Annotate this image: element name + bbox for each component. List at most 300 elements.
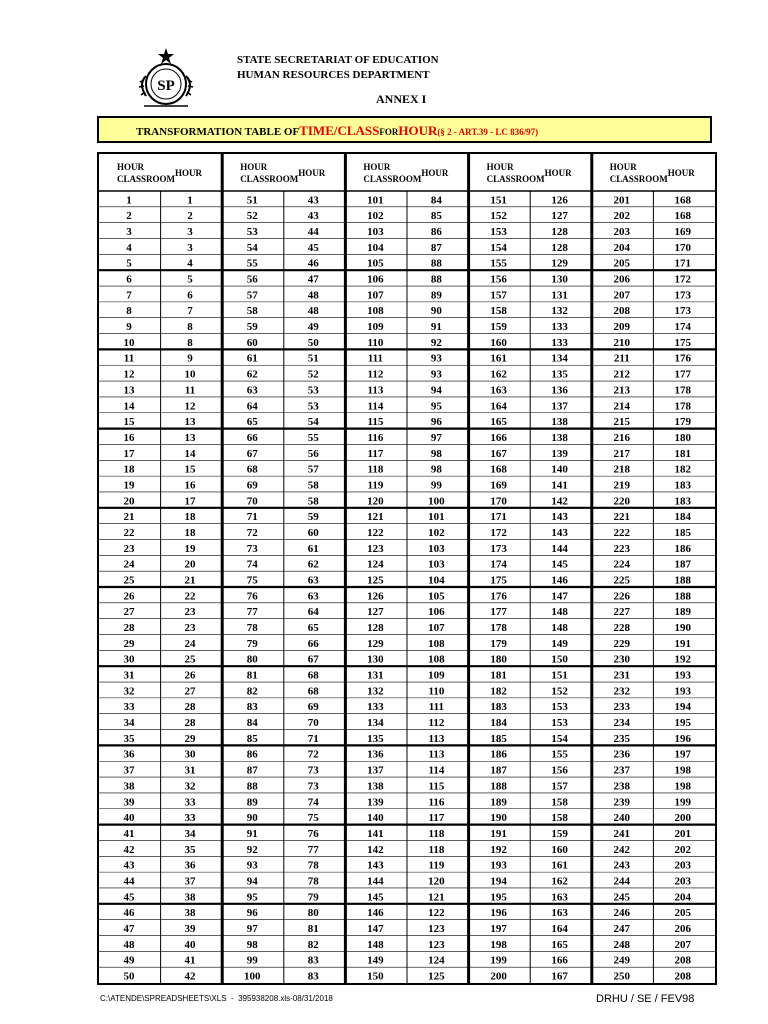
cell-classroom-value: 61 — [246, 352, 258, 365]
cell-classroom-value: 79 — [246, 637, 258, 650]
cell-classroom-value: 77 — [246, 606, 258, 619]
column-header-classroom: CLASSROOM — [609, 174, 668, 184]
cell-hour-value: 146 — [551, 574, 568, 587]
cell-hour-value: 56 — [307, 447, 319, 460]
cell-hour-value: 108 — [428, 653, 445, 666]
cell-hour-value: 23 — [184, 606, 196, 619]
cell-classroom-value: 153 — [490, 226, 507, 239]
cell-classroom-value: 146 — [367, 907, 384, 920]
cell-classroom-value: 233 — [613, 701, 631, 714]
cell-hour-value: 11 — [184, 384, 196, 397]
cell-classroom-value: 147 — [367, 922, 384, 935]
cell-hour-value: 140 — [551, 463, 568, 476]
cell-classroom-value: 232 — [613, 685, 631, 698]
cell-classroom-value: 193 — [490, 859, 507, 872]
cell-classroom-value: 26 — [123, 590, 135, 603]
cell-classroom-value: 187 — [490, 764, 507, 777]
cell-classroom-value: 199 — [490, 954, 507, 967]
cell-hour-value: 90 — [430, 305, 442, 318]
cell-hour-value: 121 — [428, 891, 445, 904]
cell-hour-value: 15 — [184, 463, 196, 476]
cell-hour-value: 35 — [184, 843, 196, 856]
cell-hour-value: 162 — [551, 875, 568, 888]
cell-hour-value: 25 — [184, 653, 196, 666]
cell-classroom-value: 41 — [123, 827, 135, 840]
cell-classroom-value: 168 — [490, 463, 507, 476]
cell-classroom-value: 9 — [126, 321, 132, 334]
cell-classroom-value: 172 — [490, 526, 507, 539]
cell-classroom-value: 97 — [246, 922, 258, 935]
cell-classroom-value: 217 — [613, 447, 631, 460]
cell-hour-value: 37 — [184, 875, 196, 888]
cell-hour-value: 21 — [184, 574, 196, 587]
cell-hour-value: 133 — [551, 336, 568, 349]
cell-classroom-value: 191 — [490, 827, 507, 840]
cell-classroom-value: 99 — [246, 954, 258, 967]
cell-classroom-value: 2 — [126, 210, 132, 223]
cell-hour-value: 3 — [187, 241, 193, 254]
cell-classroom-value: 240 — [613, 812, 631, 825]
cell-hour-value: 138 — [551, 431, 568, 444]
cell-hour-value: 38 — [184, 891, 196, 904]
cell-classroom-value: 109 — [367, 321, 384, 334]
cell-classroom-value: 58 — [246, 305, 258, 318]
cell-hour-value: 154 — [551, 732, 568, 745]
cell-classroom-value: 245 — [613, 891, 631, 904]
cell-hour-value: 20 — [184, 558, 196, 571]
cell-classroom-value: 76 — [246, 590, 258, 603]
cell-classroom-value: 35 — [123, 732, 135, 745]
cell-classroom-value: 175 — [490, 574, 507, 587]
cell-classroom-value: 157 — [490, 289, 507, 302]
cell-hour-value: 12 — [184, 400, 196, 413]
cell-hour-value: 168 — [674, 194, 692, 207]
cell-classroom-value: 202 — [613, 210, 631, 223]
cell-hour-value: 82 — [307, 938, 319, 951]
cell-classroom-value: 89 — [246, 796, 258, 809]
cell-classroom-value: 44 — [123, 875, 135, 888]
cell-hour-value: 112 — [428, 717, 445, 730]
cell-hour-value: 67 — [307, 653, 319, 666]
cell-hour-value: 198 — [674, 764, 692, 777]
cell-classroom-value: 74 — [246, 558, 258, 571]
cell-hour-value: 130 — [551, 273, 568, 286]
cell-classroom-value: 214 — [613, 400, 631, 413]
cell-classroom-value: 39 — [123, 796, 135, 809]
cell-classroom-value: 140 — [367, 812, 384, 825]
cell-hour-value: 123 — [428, 938, 445, 951]
cell-classroom-value: 151 — [490, 194, 507, 207]
cell-classroom-value: 91 — [246, 827, 258, 840]
cell-hour-value: 183 — [674, 479, 692, 492]
cell-classroom-value: 220 — [613, 495, 631, 508]
cell-classroom-value: 8 — [126, 305, 132, 318]
cell-hour-value: 150 — [551, 653, 568, 666]
cell-classroom-value: 45 — [123, 891, 135, 904]
cell-hour-value: 44 — [307, 226, 319, 239]
cell-classroom-value: 134 — [367, 717, 384, 730]
cell-hour-value: 127 — [551, 210, 568, 223]
cell-classroom-value: 24 — [123, 558, 135, 571]
cell-hour-value: 83 — [307, 970, 319, 983]
cell-hour-value: 192 — [674, 653, 692, 666]
cell-hour-value: 190 — [674, 622, 692, 635]
cell-classroom-value: 55 — [246, 257, 258, 270]
cell-classroom-value: 150 — [367, 970, 384, 983]
cell-classroom-value: 87 — [246, 764, 258, 777]
cell-classroom-value: 194 — [490, 875, 507, 888]
cell-hour-value: 104 — [428, 574, 445, 587]
cell-classroom-value: 218 — [613, 463, 631, 476]
cell-classroom-value: 161 — [490, 352, 507, 365]
cell-classroom-value: 248 — [613, 938, 631, 951]
cell-hour-value: 135 — [551, 368, 568, 381]
cell-hour-value: 184 — [674, 511, 692, 524]
cell-hour-value: 71 — [307, 732, 319, 745]
document-code-footer: DRHU / SE / FEV98 — [596, 993, 695, 1005]
cell-hour-value: 107 — [428, 622, 445, 635]
cell-classroom-value: 122 — [367, 526, 384, 539]
cell-hour-value: 156 — [551, 764, 568, 777]
cell-classroom-value: 117 — [367, 447, 384, 460]
column-header-classroom: CLASSROOM — [486, 174, 545, 184]
cell-classroom-value: 31 — [123, 669, 135, 682]
cell-classroom-value: 238 — [613, 780, 631, 793]
cell-hour-value: 185 — [674, 526, 692, 539]
cell-classroom-value: 209 — [613, 321, 631, 334]
cell-classroom-value: 159 — [490, 321, 507, 334]
cell-hour-value: 183 — [674, 495, 692, 508]
cell-hour-value: 99 — [430, 479, 442, 492]
cell-hour-value: 102 — [428, 526, 445, 539]
cell-classroom-value: 166 — [490, 431, 507, 444]
cell-hour-value: 13 — [184, 416, 196, 429]
cell-classroom-value: 43 — [123, 859, 135, 872]
cell-hour-value: 187 — [674, 558, 692, 571]
cell-hour-value: 13 — [184, 431, 196, 444]
cell-hour-value: 10 — [184, 368, 196, 381]
cell-hour-value: 147 — [551, 590, 568, 603]
cell-hour-value: 88 — [430, 273, 442, 286]
cell-classroom-value: 1 — [126, 194, 132, 207]
cell-hour-value: 43 — [307, 210, 319, 223]
cell-hour-value: 75 — [307, 812, 319, 825]
cell-classroom-value: 133 — [367, 701, 384, 714]
cell-hour-value: 55 — [307, 431, 319, 444]
cell-hour-value: 33 — [184, 812, 196, 825]
cell-classroom-value: 11 — [123, 352, 135, 365]
cell-hour-value: 113 — [428, 748, 445, 761]
cell-hour-value: 208 — [674, 970, 692, 983]
cell-classroom-value: 186 — [490, 748, 507, 761]
cell-classroom-value: 210 — [613, 336, 631, 349]
cell-hour-value: 161 — [551, 859, 568, 872]
cell-hour-value: 148 — [551, 622, 568, 635]
cell-classroom-value: 197 — [490, 922, 507, 935]
cell-classroom-value: 106 — [367, 273, 384, 286]
cell-classroom-value: 3 — [126, 226, 132, 239]
cell-hour-value: 128 — [551, 241, 568, 254]
cell-classroom-value: 100 — [243, 970, 261, 983]
cell-classroom-value: 136 — [367, 748, 384, 761]
cell-classroom-value: 103 — [367, 226, 384, 239]
cell-hour-value: 119 — [428, 859, 445, 872]
cell-classroom-value: 205 — [613, 257, 631, 270]
cell-hour-value: 144 — [551, 542, 568, 555]
cell-hour-value: 158 — [551, 812, 568, 825]
cell-classroom-value: 70 — [246, 495, 258, 508]
cell-classroom-value: 85 — [246, 732, 258, 745]
cell-classroom-value: 173 — [490, 542, 507, 555]
cell-classroom-value: 178 — [490, 622, 507, 635]
cell-hour-value: 194 — [674, 701, 692, 714]
cell-hour-value: 118 — [428, 827, 445, 840]
cell-hour-value: 120 — [428, 875, 445, 888]
cell-hour-value: 53 — [307, 400, 319, 413]
cell-classroom-value: 88 — [246, 780, 258, 793]
cell-hour-value: 142 — [551, 495, 568, 508]
cell-hour-value: 166 — [551, 954, 568, 967]
cell-hour-value: 57 — [307, 463, 319, 476]
cell-classroom-value: 247 — [613, 922, 631, 935]
department-line-1: STATE SECRETARIAT OF EDUCATION — [237, 54, 439, 66]
cell-hour-value: 191 — [674, 637, 692, 650]
cell-classroom-value: 125 — [367, 574, 384, 587]
cell-hour-value: 139 — [551, 447, 568, 460]
cell-classroom-value: 212 — [613, 368, 631, 381]
cell-hour-value: 22 — [184, 590, 196, 603]
cell-classroom-value: 148 — [367, 938, 384, 951]
cell-hour-value: 126 — [551, 194, 568, 207]
cell-classroom-value: 47 — [123, 922, 135, 935]
cell-classroom-value: 129 — [367, 637, 384, 650]
cell-classroom-value: 63 — [246, 384, 258, 397]
cell-hour-value: 203 — [674, 859, 692, 872]
cell-hour-value: 9 — [187, 352, 193, 365]
cell-classroom-value: 51 — [246, 194, 258, 207]
cell-hour-value: 151 — [551, 669, 568, 682]
seal-monogram: SP — [157, 78, 175, 94]
cell-classroom-value: 162 — [490, 368, 507, 381]
cell-hour-value: 62 — [307, 558, 319, 571]
cell-classroom-value: 227 — [613, 606, 631, 619]
cell-classroom-value: 200 — [490, 970, 507, 983]
cell-hour-value: 205 — [674, 907, 692, 920]
cell-classroom-value: 6 — [126, 273, 132, 286]
cell-classroom-value: 52 — [246, 210, 258, 223]
cell-hour-value: 152 — [551, 685, 568, 698]
cell-hour-value: 53 — [307, 384, 319, 397]
cell-hour-value: 165 — [551, 938, 568, 951]
cell-classroom-value: 59 — [246, 321, 258, 334]
cell-classroom-value: 127 — [367, 606, 384, 619]
cell-classroom-value: 185 — [490, 732, 507, 745]
cell-classroom-value: 139 — [367, 796, 384, 809]
column-header-hour: HOUR — [175, 168, 202, 178]
cell-hour-value: 1 — [187, 194, 193, 207]
cell-hour-value: 199 — [674, 796, 692, 809]
cell-classroom-value: 107 — [367, 289, 384, 302]
cell-hour-value: 188 — [674, 574, 692, 587]
cell-classroom-value: 155 — [490, 257, 507, 270]
cell-hour-value: 116 — [428, 796, 445, 809]
cell-classroom-value: 75 — [246, 574, 258, 587]
cell-classroom-value: 50 — [123, 970, 135, 983]
cell-hour-value: 78 — [307, 859, 319, 872]
cell-hour-value: 4 — [187, 257, 193, 270]
column-header-classroom: CLASSROOM — [117, 174, 176, 184]
cell-hour-value: 86 — [430, 226, 442, 239]
cell-hour-value: 149 — [551, 637, 568, 650]
title-part-reference: (§ 2 - ART.39 - LC 836/97) — [437, 127, 539, 137]
cell-classroom-value: 235 — [613, 732, 631, 745]
column-header-classroom: HOUR — [609, 162, 637, 172]
cell-hour-value: 8 — [187, 321, 193, 334]
cell-hour-value: 110 — [428, 685, 445, 698]
cell-hour-value: 173 — [674, 305, 692, 318]
cell-hour-value: 43 — [307, 194, 319, 207]
column-header-hour: HOUR — [421, 168, 449, 178]
column-header-classroom: HOUR — [117, 162, 144, 172]
cell-classroom-value: 81 — [246, 669, 258, 682]
cell-classroom-value: 12 — [123, 368, 135, 381]
cell-hour-value: 31 — [184, 764, 196, 777]
cell-hour-value: 16 — [184, 479, 196, 492]
cell-classroom-value: 195 — [490, 891, 507, 904]
cell-hour-value: 193 — [674, 669, 692, 682]
title-part-1: TRANSFORMATION TABLE OF — [136, 126, 300, 138]
cell-hour-value: 170 — [674, 241, 692, 254]
cell-classroom-value: 69 — [246, 479, 258, 492]
cell-classroom-value: 182 — [490, 685, 507, 698]
cell-hour-value: 98 — [430, 447, 442, 460]
cell-classroom-value: 27 — [123, 606, 135, 619]
title-part-time-class: TIME/CLASS — [299, 123, 380, 138]
cell-classroom-value: 25 — [123, 574, 135, 587]
cell-classroom-value: 226 — [613, 590, 631, 603]
cell-hour-value: 34 — [184, 827, 196, 840]
cell-hour-value: 64 — [307, 606, 319, 619]
cell-classroom-value: 94 — [246, 875, 258, 888]
cell-classroom-value: 57 — [246, 289, 258, 302]
cell-hour-value: 178 — [674, 400, 692, 413]
cell-classroom-value: 101 — [367, 194, 384, 207]
cell-hour-value: 6 — [187, 289, 193, 302]
cell-hour-value: 69 — [307, 701, 319, 714]
cell-hour-value: 5 — [187, 273, 193, 286]
title-text — [136, 123, 538, 139]
cell-classroom-value: 114 — [367, 400, 384, 413]
cell-hour-value: 202 — [674, 843, 692, 856]
cell-hour-value: 93 — [430, 352, 442, 365]
cell-hour-value: 28 — [184, 717, 196, 730]
cell-hour-value: 106 — [428, 606, 445, 619]
cell-hour-value: 94 — [430, 384, 442, 397]
cell-classroom-value: 177 — [490, 606, 507, 619]
cell-classroom-value: 183 — [490, 701, 507, 714]
cell-classroom-value: 234 — [613, 717, 631, 730]
cell-classroom-value: 5 — [126, 257, 132, 270]
cell-hour-value: 182 — [674, 463, 692, 476]
cell-classroom-value: 112 — [367, 368, 384, 381]
cell-classroom-value: 241 — [613, 827, 631, 840]
cell-hour-value: 125 — [428, 970, 445, 983]
cell-hour-value: 203 — [674, 875, 692, 888]
cell-hour-value: 52 — [307, 368, 319, 381]
cell-hour-value: 54 — [307, 416, 319, 429]
cell-classroom-value: 54 — [246, 241, 258, 254]
cell-classroom-value: 86 — [246, 748, 258, 761]
cell-hour-value: 85 — [430, 210, 442, 223]
cell-hour-value: 188 — [674, 590, 692, 603]
cell-classroom-value: 221 — [613, 511, 631, 524]
cell-hour-value: 79 — [307, 891, 319, 904]
cell-hour-value: 84 — [430, 194, 442, 207]
cell-hour-value: 98 — [430, 463, 442, 476]
cell-classroom-value: 163 — [490, 384, 507, 397]
cell-hour-value: 18 — [184, 526, 196, 539]
cell-classroom-value: 68 — [246, 463, 258, 476]
cell-classroom-value: 66 — [246, 431, 258, 444]
cell-hour-value: 153 — [551, 717, 568, 730]
cell-classroom-value: 230 — [613, 653, 631, 666]
cell-hour-value: 133 — [551, 321, 568, 334]
cell-hour-value: 78 — [307, 875, 319, 888]
cell-hour-value: 132 — [551, 305, 568, 318]
cell-classroom-value: 137 — [367, 764, 384, 777]
cell-hour-value: 47 — [307, 273, 319, 286]
cell-classroom-value: 138 — [367, 780, 384, 793]
cell-classroom-value: 33 — [123, 701, 135, 714]
cell-hour-value: 180 — [674, 431, 692, 444]
cell-hour-value: 157 — [551, 780, 568, 793]
cell-hour-value: 61 — [307, 542, 319, 555]
cell-classroom-value: 56 — [246, 273, 258, 286]
cell-classroom-value: 105 — [367, 257, 384, 270]
cell-classroom-value: 71 — [246, 511, 258, 524]
cell-classroom-value: 224 — [613, 558, 631, 571]
cell-hour-value: 73 — [307, 764, 319, 777]
cell-classroom-value: 64 — [246, 400, 258, 413]
cell-classroom-value: 189 — [490, 796, 507, 809]
cell-classroom-value: 231 — [613, 669, 631, 682]
cell-hour-value: 129 — [551, 257, 568, 270]
cell-hour-value: 77 — [307, 843, 319, 856]
cell-classroom-value: 135 — [367, 732, 384, 745]
cell-hour-value: 108 — [428, 637, 445, 650]
cell-classroom-value: 37 — [123, 764, 135, 777]
cell-classroom-value: 211 — [613, 352, 630, 365]
cell-classroom-value: 208 — [613, 305, 631, 318]
cell-hour-value: 68 — [307, 685, 319, 698]
cell-classroom-value: 244 — [613, 875, 631, 888]
cell-hour-value: 42 — [184, 970, 196, 983]
cell-classroom-value: 23 — [123, 542, 135, 555]
cell-classroom-value: 53 — [246, 226, 258, 239]
cell-hour-value: 63 — [307, 590, 319, 603]
column-header-hour: HOUR — [298, 168, 326, 178]
cell-hour-value: 93 — [430, 368, 442, 381]
title-part-hour: HOUR — [398, 123, 438, 138]
cell-hour-value: 32 — [184, 780, 196, 793]
cell-hour-value: 17 — [184, 495, 196, 508]
cell-hour-value: 48 — [307, 289, 319, 302]
cell-hour-value: 30 — [184, 748, 196, 761]
cell-hour-value: 124 — [428, 954, 445, 967]
cell-hour-value: 148 — [551, 606, 568, 619]
cell-hour-value: 181 — [674, 447, 692, 460]
cell-classroom-value: 225 — [613, 574, 631, 587]
